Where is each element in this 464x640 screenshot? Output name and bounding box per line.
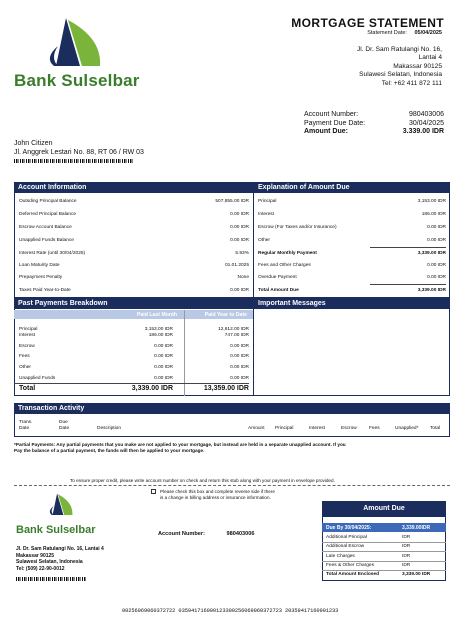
row-label: Other xyxy=(258,238,270,243)
table-row xyxy=(258,263,446,268)
row-label: Additional Principal xyxy=(326,535,367,540)
table-row xyxy=(19,212,249,217)
row-label: Interest Rate (until 30/04/2025) xyxy=(19,251,86,256)
row-label: Escrow Account Balance xyxy=(19,225,72,230)
table-row xyxy=(258,251,446,256)
row-rule xyxy=(322,551,446,552)
statement-title: MORTGAGE STATEMENT xyxy=(291,16,444,30)
customer-block xyxy=(14,140,144,157)
customer-address: Jl. Anggrek Lestari No. 88, RT 06 / RW 03 xyxy=(14,148,144,156)
explanation-table xyxy=(258,196,446,296)
row-label: Unapplied Funds xyxy=(19,376,56,381)
address-change-text xyxy=(160,489,275,501)
account-summary xyxy=(304,111,444,137)
table-row xyxy=(19,333,249,338)
row-rule xyxy=(322,570,446,571)
row-ytd: 0.00 IDR xyxy=(230,354,249,359)
note-line: *Partial Payments: Any partial payments that you make are not applied to your mortgage, but instead are held in a separate unapplied account. If you xyxy=(14,442,346,447)
coupon-address-line: Makassar 90125 xyxy=(16,552,55,559)
row-label: Total Amount Enclosed xyxy=(326,572,380,577)
coupon-address-line: Jl. Dr. Sam Ratulangi No. 16, Lantai 4 xyxy=(16,546,104,552)
total-label: Total xyxy=(19,385,36,392)
coupon-address xyxy=(16,546,104,572)
row-value: 3,339.00 IDR xyxy=(417,288,446,293)
transaction-col-headers xyxy=(19,420,447,434)
coupon-account-number: 980403006 xyxy=(226,531,255,537)
interest-header: Interest xyxy=(309,425,325,431)
row-label: Loan Maturity Date xyxy=(19,263,60,268)
row-value: IDR xyxy=(402,544,411,549)
due-date-header: Due xyxy=(59,420,68,425)
description-header: Description xyxy=(97,425,121,431)
table-row xyxy=(258,238,446,243)
row-label: Regular Monthly Payment xyxy=(258,251,317,256)
row-value: 3,339.00 IDR xyxy=(417,251,446,256)
total-rule xyxy=(370,284,446,285)
due-by-value: 3,339.00IDR xyxy=(402,525,431,531)
row-label: Principal xyxy=(258,199,277,204)
row-value: 0.00 IDR xyxy=(230,238,249,243)
table-row xyxy=(326,554,355,559)
row-label: Interest xyxy=(258,212,274,217)
customer-barcode xyxy=(14,159,134,163)
table-row xyxy=(19,327,249,332)
customer-name: John Citizen xyxy=(14,140,53,147)
amount-due-box-header: Amount Due xyxy=(322,501,446,517)
past-payments-header: Past Payments Breakdown xyxy=(14,298,253,309)
total-last: 3,339.00 IDR xyxy=(131,385,173,392)
table-row xyxy=(19,225,249,230)
row-value: 3,339.00 IDR xyxy=(402,572,431,577)
section-divider xyxy=(253,298,254,396)
bank-logo xyxy=(28,16,108,76)
row-value: 0.00 IDR xyxy=(230,225,249,230)
checkbox-line: Please check this box and complete reverse side if there xyxy=(160,489,275,494)
sail-logo-icon xyxy=(28,16,108,76)
table-row xyxy=(258,288,446,293)
past-payments-col-headers xyxy=(14,310,253,319)
bank-address-line: Jl. Dr. Sam Ratulangi No. 16, xyxy=(356,46,442,53)
row-label: Fees & Other Charges xyxy=(326,563,374,568)
row-value: IDR xyxy=(402,535,411,540)
row-rule xyxy=(322,561,446,562)
row-ytd: 747.00 IDR xyxy=(224,333,249,338)
sail-logo-icon xyxy=(40,491,76,521)
row-last: 0.00 IDR xyxy=(154,376,173,381)
row-label: Other xyxy=(19,365,31,370)
row-value: None xyxy=(237,275,249,280)
row-value: 01.01.2025 xyxy=(224,263,249,268)
total-rule xyxy=(14,383,249,384)
row-value: IDR xyxy=(402,563,411,568)
row-value: IDR xyxy=(402,554,411,559)
row-label: Overdue Payment xyxy=(258,275,297,280)
row-last: 3,153.00 IDR xyxy=(144,327,173,332)
table-row xyxy=(258,212,446,217)
account-number-label: Account Number: xyxy=(304,111,359,118)
bank-name: Bank Sulselbar xyxy=(14,71,140,90)
row-label: Prepayment Penalty xyxy=(19,275,63,280)
bank-address-line: Lantai 4 xyxy=(418,54,442,62)
row-value: 0.00 IDR xyxy=(427,238,446,243)
row-last: 0.00 IDR xyxy=(154,354,173,359)
row-value: 0.00 IDR xyxy=(427,275,446,280)
statement-date-value: 05/04/2025 xyxy=(414,30,442,36)
row-label: Interest xyxy=(19,333,35,338)
tear-line xyxy=(14,485,450,486)
row-value: 186.00 IDR xyxy=(421,212,446,217)
row-label: Escrow (For Taxes and/or Insurance) xyxy=(258,225,337,230)
row-label: Total Amount Due xyxy=(258,288,299,293)
table-row xyxy=(19,251,249,256)
row-last: 0.00 IDR xyxy=(154,365,173,370)
row-label: Escrow xyxy=(19,344,35,349)
escrow-header: Escrow xyxy=(341,425,357,431)
coupon-instruction: To ensure proper credit, please write account number on check and return this stub along with your payment in envelope provided. xyxy=(70,478,335,483)
paid-ytd-header: Paid Year to Date xyxy=(204,311,247,318)
row-ytd: 12,612.00 IDR xyxy=(218,327,249,332)
account-number: 980403006 xyxy=(408,111,444,118)
coupon-logo xyxy=(40,491,76,521)
table-row xyxy=(258,199,446,204)
row-value: 5.93% xyxy=(235,251,249,256)
table-row xyxy=(19,288,249,293)
statement-date xyxy=(367,30,442,37)
coupon-account-label: Account Number: xyxy=(158,531,205,537)
table-row xyxy=(19,263,249,268)
explanation-header: Explanation of Amount Due xyxy=(254,182,450,193)
row-value: 0.00 IDR xyxy=(427,263,446,268)
bank-address xyxy=(357,46,442,88)
coupon-account xyxy=(158,531,255,537)
bank-address-line: Tel: +62 411 872 111 xyxy=(381,79,442,87)
row-label: Late Charges xyxy=(326,554,355,559)
row-value: 0.00 IDR xyxy=(427,225,446,230)
row-ytd: 0.00 IDR xyxy=(230,344,249,349)
table-row xyxy=(19,275,249,280)
row-label: Fees xyxy=(19,354,30,359)
section-divider xyxy=(253,182,254,298)
paid-last-month-header: Paid Last Month xyxy=(136,311,177,318)
partial-payments-note xyxy=(14,442,454,455)
row-value: 3,153.00 IDR xyxy=(417,199,446,204)
coupon-address-line: Tel: (509) 22-90-0012 xyxy=(16,565,65,572)
unapplied-header: Unapplied* xyxy=(395,425,419,431)
trans-date-header: Date xyxy=(19,425,30,431)
row-label: Deferred Principal Balance xyxy=(19,212,77,217)
table-row xyxy=(326,572,379,577)
due-date-header: Date xyxy=(59,425,70,431)
row-value: 507,855.00 IDR xyxy=(215,199,249,204)
due-by-row xyxy=(322,523,446,532)
coupon-bank-name: Bank Sulselbar xyxy=(16,524,96,536)
table-row xyxy=(19,354,249,359)
statement-date-label: Statement Date: xyxy=(367,30,407,36)
row-label: Fees and Other Charges xyxy=(258,263,311,268)
past-payments-table xyxy=(19,324,249,396)
row-last: 0.00 IDR xyxy=(154,344,173,349)
row-label: Outsding Principal Balance xyxy=(19,199,77,204)
note-line: Pay the balance of a partial payment, the funds will then be applied to your mortgage. xyxy=(14,448,205,454)
coupon-barcode xyxy=(16,577,86,581)
important-messages-header: Important Messages xyxy=(254,298,450,309)
row-ytd: 0.00 IDR xyxy=(230,365,249,370)
payment-due-date: 30/04/2025 xyxy=(408,119,444,127)
row-label: Principal xyxy=(19,327,38,332)
table-row xyxy=(326,563,374,568)
table-row xyxy=(19,238,249,243)
amount-due-rows xyxy=(322,534,446,580)
row-rule xyxy=(322,542,446,543)
amount-due-value: 3.339.00 IDR xyxy=(402,128,444,136)
bank-address-line: Makassar 90125 xyxy=(393,62,442,70)
subtotal-rule xyxy=(370,247,446,248)
principal-header: Principal xyxy=(275,425,294,431)
table-row-total xyxy=(19,385,249,392)
amount-due-label: Amount Due: xyxy=(304,128,348,136)
fees-header: Fees xyxy=(369,425,380,431)
trans-date-header: Trans. xyxy=(19,420,33,425)
row-ytd: 0.00 IDR xyxy=(230,376,249,381)
due-by-label: Due By 30/04/2025: xyxy=(326,525,372,531)
bank-address-line: Sulawesi Selatan, Indonesia xyxy=(359,71,442,79)
table-row xyxy=(19,376,249,381)
row-label: Unapplied Funds Balance xyxy=(19,238,74,243)
checkbox-line: is a change in billing address or insurance information. xyxy=(160,495,271,500)
table-row xyxy=(19,199,249,204)
account-information-table xyxy=(19,196,249,296)
table-row xyxy=(326,535,367,540)
micr-line: 00256069060372722 035941716090123300256069060372723 20359417160901233 xyxy=(122,608,339,614)
table-row xyxy=(19,365,249,370)
table-row xyxy=(19,344,249,349)
row-value: 0.00 IDR xyxy=(230,288,249,293)
address-change-checkbox[interactable] xyxy=(151,489,156,494)
transaction-activity-header: Transaction Activity xyxy=(14,403,450,414)
row-last: 186.00 IDR xyxy=(148,333,173,338)
account-information-header: Account Information xyxy=(14,182,253,193)
table-row xyxy=(326,544,364,549)
payment-due-label: Payment Due Date: xyxy=(304,119,366,127)
row-value: 0.00 IDR xyxy=(230,212,249,217)
coupon-address-line: Sulawesi Selatan, Indonesia xyxy=(16,559,83,566)
amount-header: Amount xyxy=(248,425,265,431)
row-label: Taxes Paid Year-to-Date xyxy=(19,288,71,293)
total-header: Total xyxy=(430,425,441,431)
table-row xyxy=(258,225,446,230)
table-row xyxy=(258,275,446,280)
row-label: Additional Escrow xyxy=(326,544,365,549)
total-ytd: 13,359.00 IDR xyxy=(203,385,249,392)
